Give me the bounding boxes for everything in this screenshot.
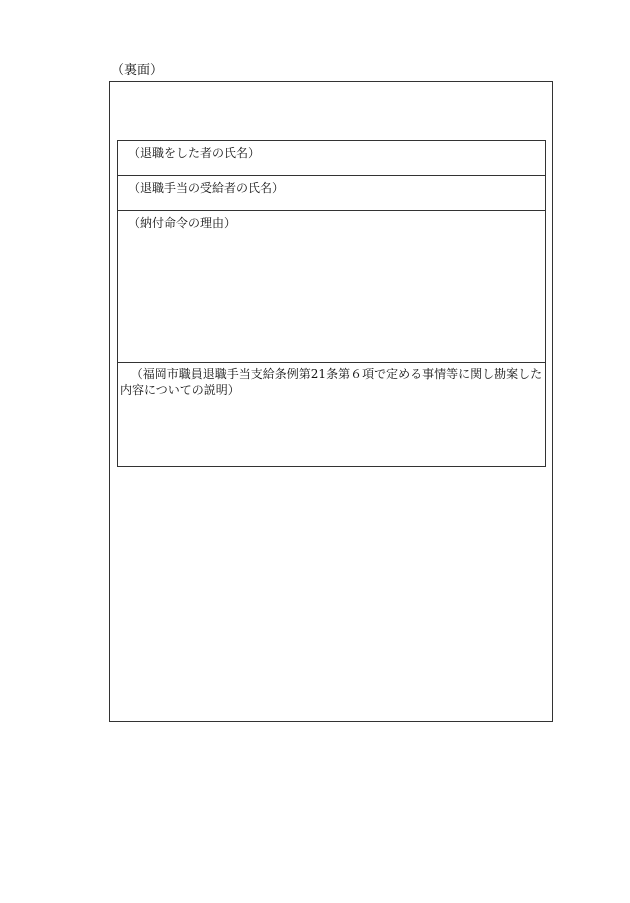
row-recipient-name[interactable]	[118, 176, 545, 211]
row-payment-order-reason[interactable]	[118, 211, 545, 363]
row-consideration-explanation-label: （福岡市職員退職手当支給条例第21条第６項で定める事情等に関し勘案した内容についての説明）	[120, 367, 543, 397]
row-recipient-name-label: （退職手当の受給者の氏名）	[128, 181, 285, 195]
row-retiree-name-label: （退職をした者の氏名）	[128, 146, 261, 160]
row-payment-order-reason-label: （納付命令の理由）	[128, 216, 237, 230]
form-table	[117, 140, 546, 467]
row-consideration-explanation[interactable]	[118, 363, 545, 466]
side-label: （裏面）	[111, 63, 164, 78]
row-retiree-name[interactable]	[118, 141, 545, 176]
